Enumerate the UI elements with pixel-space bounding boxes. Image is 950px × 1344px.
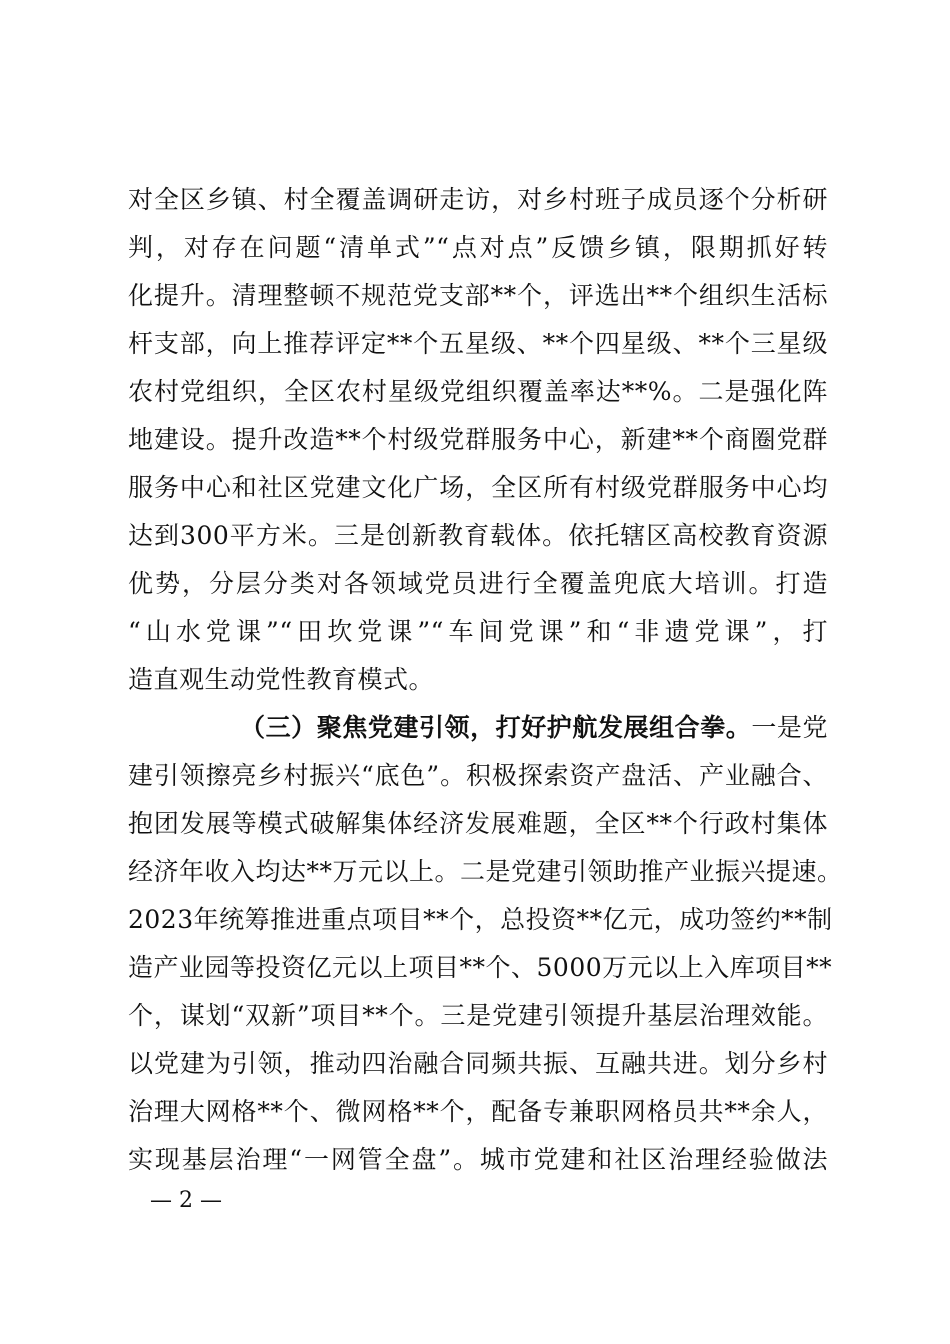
body-line: 造直观生动党性教育模式。 [128,665,435,694]
section-heading-line [240,704,828,752]
body-line: 建引领擦亮乡村振兴“底色”。积极探索资产盘活、产业融合、 [128,761,828,790]
body-line: 经济年收入均达**万元以上。二是党建引领助推产业振兴提速。 [128,857,843,886]
section-heading-tail: 一是党 [751,713,828,742]
body-line: 治理大网格**个、微网格**个，配备专兼职网格员共**余人， [128,1097,828,1126]
page-number: — 2 — [150,1188,222,1213]
body-line: 2023年统筹推进重点项目**个，总投资**亿元，成功签约**制 [128,905,833,934]
body-line: 以党建为引领，推动四治融合同频共振、互融共进。划分乡村 [128,1049,828,1078]
body-line: 判，对存在问题“清单式”“点对点”反馈乡镇，限期抓好转 [128,233,828,262]
body-line: 个，谋划“双新”项目**个。三是党建引领提升基层治理效能。 [128,1001,828,1030]
body-line: 地建设。提升改造**个村级党群服务中心，新建**个商圈党群 [128,425,828,454]
body-line: 化提升。清理整顿不规范党支部**个，评选出**个组织生活标 [128,281,828,310]
body-line: 造产业园等投资亿元以上项目**个、5000万元以上入库项目** [128,953,833,982]
body-line: 优势，分层分类对各领域党员进行全覆盖兜底大培训。打造 [128,569,828,598]
body-line: 杆支部，向上推荐评定**个五星级、**个四星级、**个三星级 [128,329,828,358]
body-line: 达到300平方米。三是创新教育载体。依托辖区高校教育资源 [128,521,828,550]
section-heading: （三）聚焦党建引领，打好护航发展组合拳。 [240,713,752,742]
body-line: 实现基层治理“一网管全盘”。城市党建和社区治理经验做法 [128,1145,828,1174]
body-line: “山水党课”“田坎党课”“车间党课”和“非遗党课”，打 [128,617,828,646]
body-line: 对全区乡镇、村全覆盖调研走访，对乡村班子成员逐个分析研 [128,185,828,214]
body-line: 抱团发展等模式破解集体经济发展难题，全区**个行政村集体 [128,809,828,838]
body-line: 服务中心和社区党建文化广场，全区所有村级党群服务中心均 [128,473,828,502]
body-line: 农村党组织，全区农村星级党组织覆盖率达**%。二是强化阵 [128,377,828,406]
